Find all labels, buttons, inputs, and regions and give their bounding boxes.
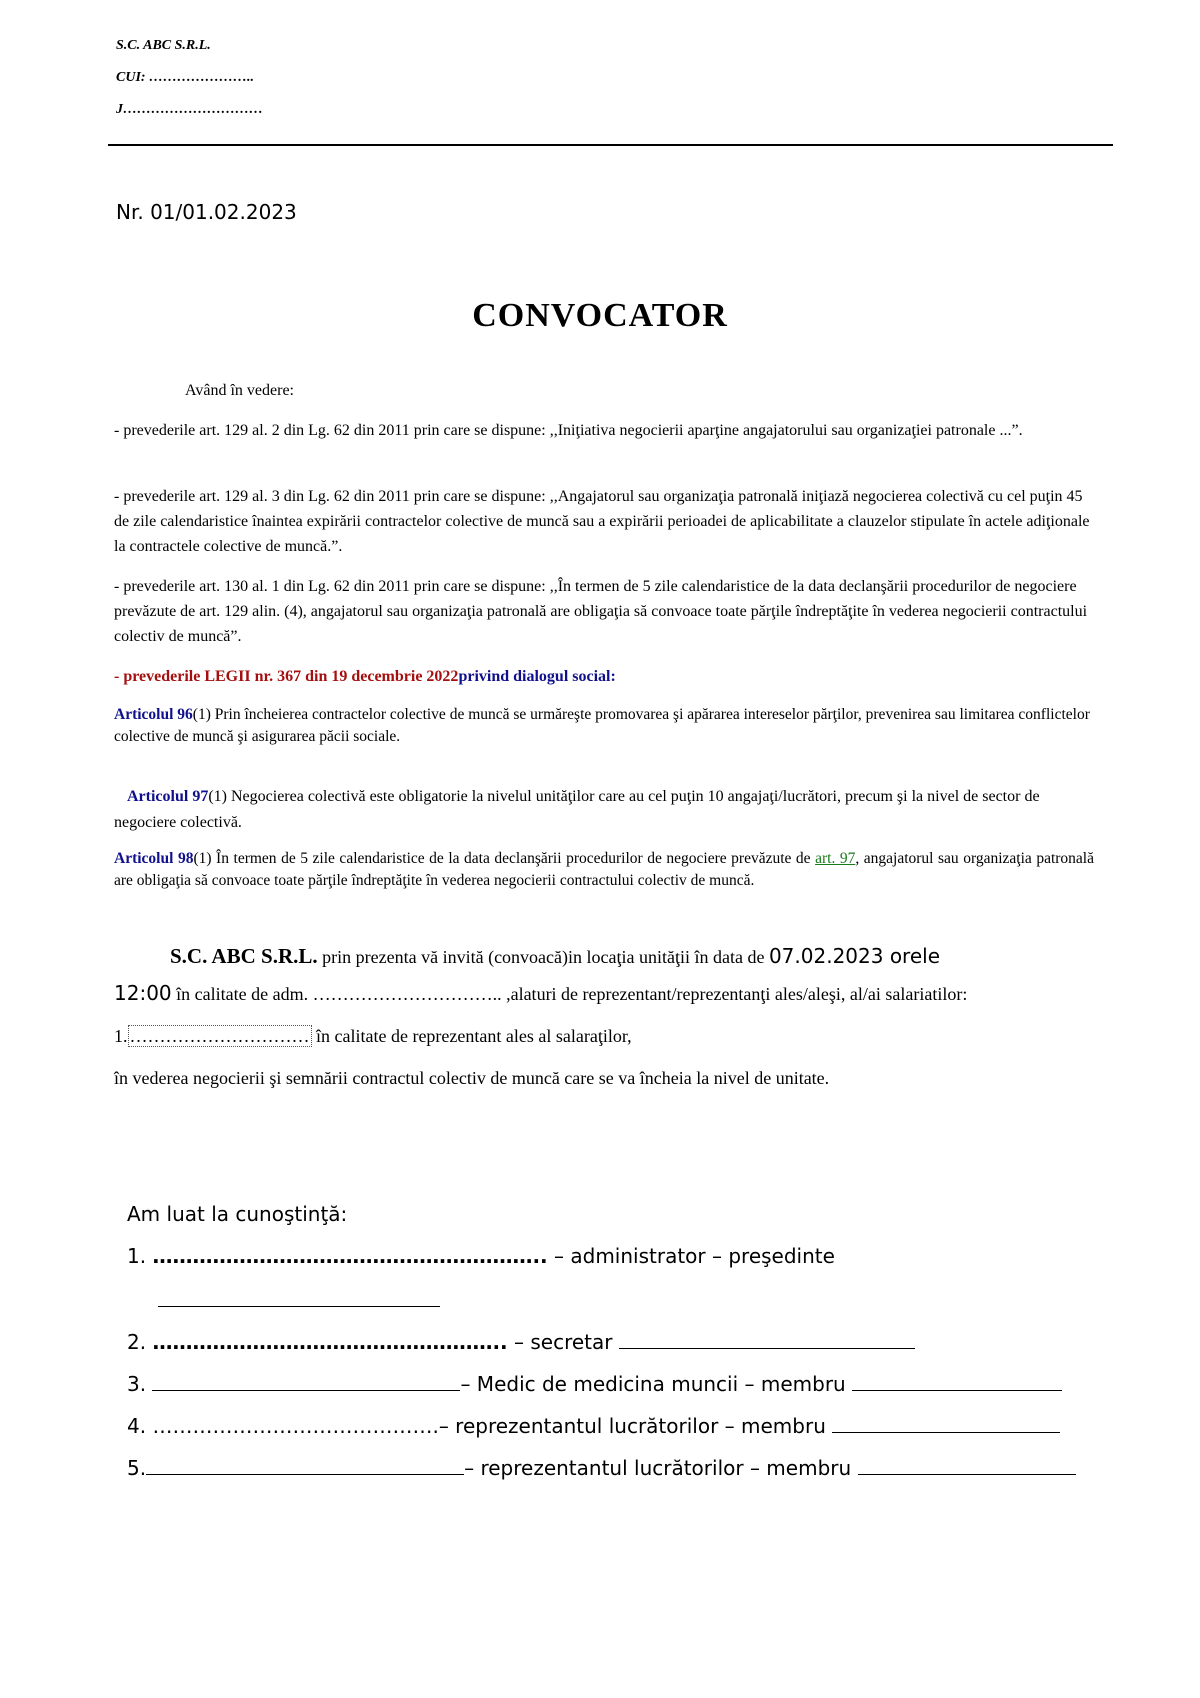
rep-name-field[interactable]: …………………………	[129, 1026, 310, 1046]
ack-row-1	[127, 1244, 835, 1268]
invitation-date: 07.02.2023 orele	[768, 944, 941, 968]
ack-row-1-name[interactable]: …………………………………………………..	[152, 1244, 548, 1268]
article-98-text-b: , angajatorul sau organizaţia patronală are obligaţia să convoace toate părţile îndreptăţite în vederea negocierii contractului colectiv de muncă.	[114, 850, 1094, 889]
ack-row-3-role: – Medic de medicina muncii – membru	[460, 1372, 853, 1396]
ack-row-1-role: – administrator – preşedinte	[547, 1244, 835, 1268]
ack-row-2-name[interactable]: ……………………………………………..	[152, 1330, 508, 1354]
invitation-time: 12:00	[114, 981, 172, 1005]
article-96-label: Articolul 96	[114, 706, 193, 723]
rep-text: în calitate de reprezentant ales al salaraţilor,	[311, 1026, 632, 1046]
header-divider	[108, 144, 1113, 146]
ack-row-4-role: – reprezentantul lucrătorilor – membru	[438, 1414, 833, 1438]
ack-row-5-role: – reprezentantul lucrătorilor – membru	[464, 1456, 858, 1480]
article-98-label: Articolul 98	[114, 850, 194, 867]
header-j: J…………………………	[116, 102, 263, 117]
ack-row-4-signature-line[interactable]	[832, 1412, 1060, 1433]
provision-3: - prevederile art. 130 al. 1 din Lg. 62 din 2011 prin care se dispune: ,,În termen de 5 zile calendaristice de la data declanşării procedurilor de negociere prevăzute de art. 129 alin. (4), angajatorul sau organizaţia patronală are obligaţia să convoace toate părţile îndreptăţite în vederea negocierii contractului colectiv de muncă”.	[114, 578, 1088, 645]
ack-row-5-signature-line[interactable]	[858, 1454, 1076, 1475]
invitation-closing: în vederea negocierii şi semnării contractul colectiv de muncă care se va încheia la nivel de unitate.	[114, 1068, 830, 1088]
representative-line	[114, 1018, 1114, 1054]
ack-row-2-prefix: 2.	[127, 1330, 153, 1354]
ack-row-4-prefix: 4.	[127, 1414, 153, 1438]
ack-row-5-name-line[interactable]	[146, 1454, 464, 1475]
ack-row-5-prefix: 5.	[127, 1456, 147, 1480]
invitation-text-2: în calitate de adm. ………………………….. ,alaturi de reprezentant/reprezentanţi ales/aleşi, al/ai salariatilor:	[171, 984, 968, 1004]
invitation-paragraph	[114, 938, 1114, 1012]
rep-prefix: 1.	[114, 1026, 128, 1046]
article-98-text-a: (1) În termen de 5 zile calendaristice de la data declanşării procedurilor de negociere prevăzute de	[193, 850, 816, 867]
document-number: Nr. 01/01.02.2023	[116, 200, 297, 224]
ack-row-4	[127, 1412, 1060, 1438]
ack-row-1-signature-line[interactable]	[158, 1286, 440, 1307]
ack-row-3-signature-line[interactable]	[852, 1370, 1062, 1391]
ack-heading: Am luat la cunoştinţă:	[127, 1202, 348, 1226]
ack-row-1-prefix: 1.	[127, 1244, 153, 1268]
invitation-block	[114, 938, 1114, 1096]
article-96	[114, 704, 1094, 748]
ack-row-3-prefix: 3.	[127, 1372, 153, 1396]
header-company: S.C. ABC S.R.L.	[116, 38, 211, 53]
art-97-link[interactable]: art. 97	[815, 850, 856, 867]
invitation-company: S.C. ABC S.R.L.	[170, 944, 318, 968]
article-97	[114, 784, 1094, 836]
article-98	[114, 848, 1094, 892]
ack-row-4-name[interactable]: …………………………………….	[152, 1414, 439, 1438]
article-97-text: (1) Negocierea colectivă este obligatorie la nivelul unităţilor care au cel puţin 10 angajaţi/lucrători, precum şi la nivel de sector de negociere colectivă.	[114, 788, 1040, 831]
ack-row-5	[127, 1454, 1076, 1480]
provision-1: - prevederile art. 129 al. 2 din Lg. 62 din 2011 prin care se dispune: ,,Iniţiativa negocierii aparţine angajatorului sau organizaţiei patronale ...”.	[114, 422, 1023, 439]
law-heading-blue: privind dialogul social:	[458, 668, 616, 685]
ack-row-2-role: – secretar	[507, 1330, 619, 1354]
ack-row-3-name-line[interactable]	[152, 1370, 460, 1391]
article-97-label: Articolul 97	[127, 788, 209, 805]
law-heading	[114, 664, 1094, 689]
header-cui: CUI: …………………..	[116, 70, 255, 85]
intro-text: Având în vedere:	[185, 382, 294, 399]
provision-2: - prevederile art. 129 al. 3 din Lg. 62 din 2011 prin care se dispune: ,,Angajatorul sau organizaţia patronală iniţiază negocierea colectivă cu cel puţin 45 de zile calendaristice înaintea expirării contractelor colective de muncă sau a expirării perioadei de aplicabilitate a clauzelor stipulate în actele adiţionale la contractele colective de muncă.”.	[114, 488, 1090, 555]
invitation-text-1: prin prezenta vă invită (convoacă)in locaţia unităţii în data de	[317, 947, 769, 967]
ack-row-3	[127, 1370, 1062, 1396]
law-heading-red: - prevederile LEGII nr. 367 din 19 decembrie 2022	[114, 668, 459, 685]
document-title: CONVOCATOR	[472, 297, 728, 334]
article-96-text: (1) Prin încheierea contractelor colective de muncă se urmăreşte promovarea şi apărarea intereselor părţilor, prevenirea sau limitarea conflictelor colective de muncă şi asigurarea păcii sociale.	[114, 706, 1090, 745]
ack-row-2-signature-line[interactable]	[619, 1328, 915, 1349]
ack-row-2	[127, 1328, 915, 1354]
